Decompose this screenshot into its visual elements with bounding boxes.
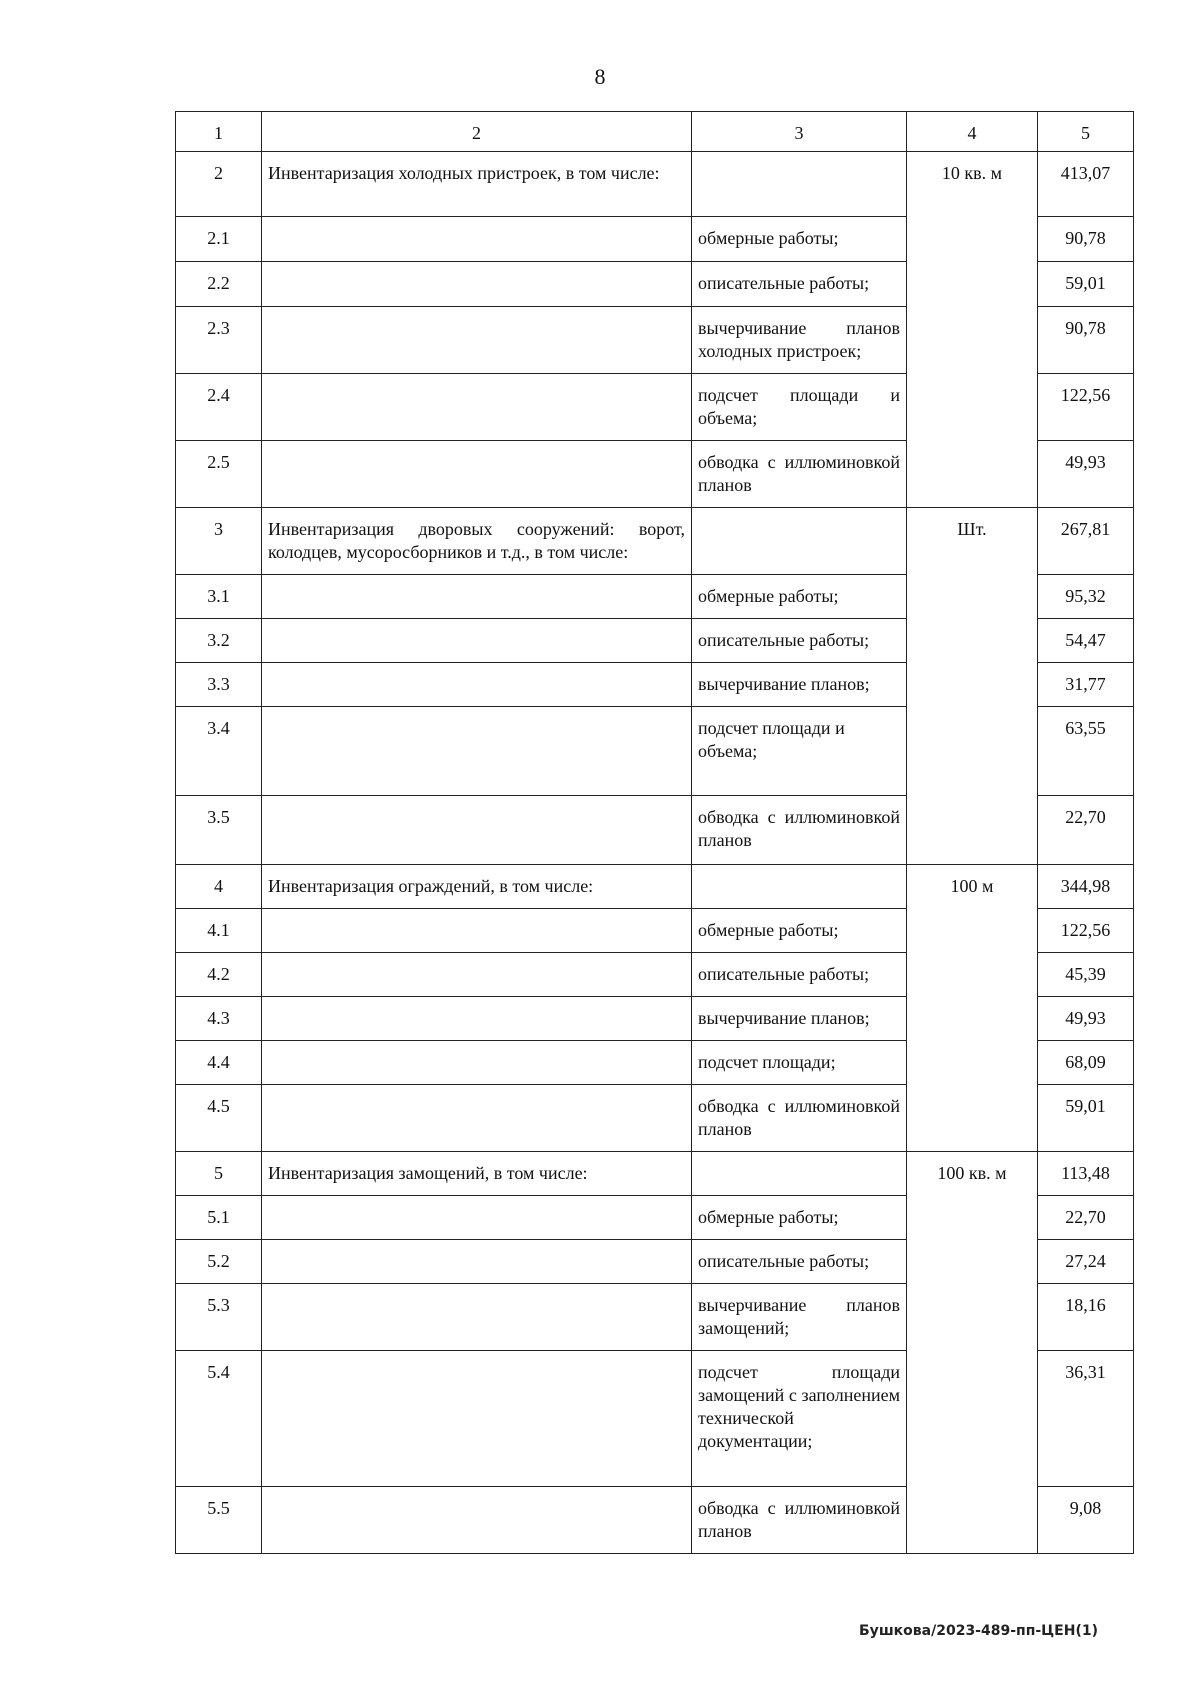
empty-cell — [262, 1351, 692, 1487]
empty-cell — [262, 796, 692, 865]
item-number: 5.4 — [176, 1351, 262, 1487]
price-cell: 49,93 — [1038, 441, 1134, 508]
item-number: 3 — [176, 508, 262, 575]
empty-cell — [262, 909, 692, 953]
work-description: описательные работы; — [692, 262, 907, 307]
price-cell: 95,32 — [1038, 575, 1134, 619]
item-number: 4.3 — [176, 997, 262, 1041]
document-code: Бушкова/2023-489-пп-ЦЕН(1) — [859, 1623, 1098, 1639]
empty-cell — [262, 663, 692, 707]
empty-cell — [692, 508, 907, 575]
work-description: обмерные работы; — [692, 575, 907, 619]
work-description: вычерчивание планов замощений; — [692, 1284, 907, 1351]
page-number: 8 — [594, 64, 606, 89]
price-cell: 63,55 — [1038, 707, 1134, 796]
empty-cell — [262, 1085, 692, 1152]
table-header-row — [176, 112, 1134, 152]
group-title: Инвентаризация замощений, в том числе: — [262, 1152, 692, 1196]
header-cell: 2 — [262, 112, 692, 152]
price-cell: 122,56 — [1038, 374, 1134, 441]
price-cell: 344,98 — [1038, 865, 1134, 909]
price-cell: 22,70 — [1038, 1196, 1134, 1240]
price-cell: 22,70 — [1038, 796, 1134, 865]
price-cell: 18,16 — [1038, 1284, 1134, 1351]
item-number: 2.3 — [176, 307, 262, 374]
item-number: 2.1 — [176, 217, 262, 262]
empty-cell — [262, 307, 692, 374]
work-description: подсчет площади и объема; — [692, 707, 907, 796]
group-row — [176, 1152, 1134, 1196]
item-number: 2 — [176, 152, 262, 217]
header-cell: 4 — [907, 112, 1038, 152]
empty-cell — [262, 1240, 692, 1284]
header-cell: 5 — [1038, 112, 1134, 152]
empty-cell — [262, 953, 692, 997]
price-cell: 267,81 — [1038, 508, 1134, 575]
item-number: 5 — [176, 1152, 262, 1196]
empty-cell — [262, 1041, 692, 1085]
group-title: Инвентаризация дворовых сооружений: ворот, колодцев, мусоросборников и т.д., в том числе: — [262, 508, 692, 575]
empty-cell — [262, 1196, 692, 1240]
empty-cell — [262, 217, 692, 262]
price-cell: 27,24 — [1038, 1240, 1134, 1284]
group-row — [176, 865, 1134, 909]
empty-cell — [262, 1284, 692, 1351]
work-description: вычерчивание планов; — [692, 997, 907, 1041]
price-cell: 59,01 — [1038, 262, 1134, 307]
group-title: Инвентаризация ограждений, в том числе: — [262, 865, 692, 909]
header-cell: 1 — [176, 112, 262, 152]
price-cell: 36,31 — [1038, 1351, 1134, 1487]
unit-cell: 100 м — [907, 865, 1038, 1152]
unit-cell: 10 кв. м — [907, 152, 1038, 508]
work-description: обводка с иллюминовкой планов — [692, 796, 907, 865]
work-description: обмерные работы; — [692, 909, 907, 953]
empty-cell — [262, 262, 692, 307]
unit-cell: 100 кв. м — [907, 1152, 1038, 1554]
empty-cell — [692, 865, 907, 909]
item-number: 5.5 — [176, 1487, 262, 1554]
group-title: Инвентаризация холодных пристроек, в том числе: — [262, 152, 692, 217]
item-number: 4.4 — [176, 1041, 262, 1085]
work-description: подсчет площади и объема; — [692, 374, 907, 441]
empty-cell — [692, 1152, 907, 1196]
work-description: подсчет площади замощений с заполнением технической документации; — [692, 1351, 907, 1487]
item-number: 3.3 — [176, 663, 262, 707]
work-description: вычерчивание планов; — [692, 663, 907, 707]
price-cell: 113,48 — [1038, 1152, 1134, 1196]
empty-cell — [262, 707, 692, 796]
empty-cell — [262, 1487, 692, 1554]
item-number: 5.3 — [176, 1284, 262, 1351]
work-description: обмерные работы; — [692, 217, 907, 262]
price-cell: 31,77 — [1038, 663, 1134, 707]
price-cell: 9,08 — [1038, 1487, 1134, 1554]
price-cell: 122,56 — [1038, 909, 1134, 953]
empty-cell — [692, 152, 907, 217]
work-description: обводка с иллюминовкой планов — [692, 441, 907, 508]
unit-cell: Шт. — [907, 508, 1038, 865]
price-cell: 49,93 — [1038, 997, 1134, 1041]
item-number: 2.2 — [176, 262, 262, 307]
item-number: 5.2 — [176, 1240, 262, 1284]
empty-cell — [262, 619, 692, 663]
work-description: подсчет площади; — [692, 1041, 907, 1085]
group-row — [176, 152, 1134, 217]
work-description: описательные работы; — [692, 619, 907, 663]
item-number: 3.4 — [176, 707, 262, 796]
item-number: 3.1 — [176, 575, 262, 619]
item-number: 3.5 — [176, 796, 262, 865]
group-row — [176, 508, 1134, 575]
empty-cell — [262, 997, 692, 1041]
header-cell: 3 — [692, 112, 907, 152]
work-description: вычерчивание планов холодных пристроек; — [692, 307, 907, 374]
item-number: 4 — [176, 865, 262, 909]
price-cell: 90,78 — [1038, 307, 1134, 374]
item-number: 3.2 — [176, 619, 262, 663]
item-number: 2.5 — [176, 441, 262, 508]
work-description: обмерные работы; — [692, 1196, 907, 1240]
item-number: 4.5 — [176, 1085, 262, 1152]
empty-cell — [262, 575, 692, 619]
item-number: 4.1 — [176, 909, 262, 953]
work-description: описательные работы; — [692, 1240, 907, 1284]
tariff-table — [175, 111, 1134, 1554]
item-number: 2.4 — [176, 374, 262, 441]
empty-cell — [262, 374, 692, 441]
empty-cell — [262, 441, 692, 508]
price-cell: 59,01 — [1038, 1085, 1134, 1152]
price-cell: 413,07 — [1038, 152, 1134, 217]
work-description: обводка с иллюминовкой планов — [692, 1487, 907, 1554]
price-cell: 45,39 — [1038, 953, 1134, 997]
item-number: 5.1 — [176, 1196, 262, 1240]
work-description: обводка с иллюминовкой планов — [692, 1085, 907, 1152]
price-cell: 54,47 — [1038, 619, 1134, 663]
work-description: описательные работы; — [692, 953, 907, 997]
item-number: 4.2 — [176, 953, 262, 997]
price-cell: 90,78 — [1038, 217, 1134, 262]
price-cell: 68,09 — [1038, 1041, 1134, 1085]
